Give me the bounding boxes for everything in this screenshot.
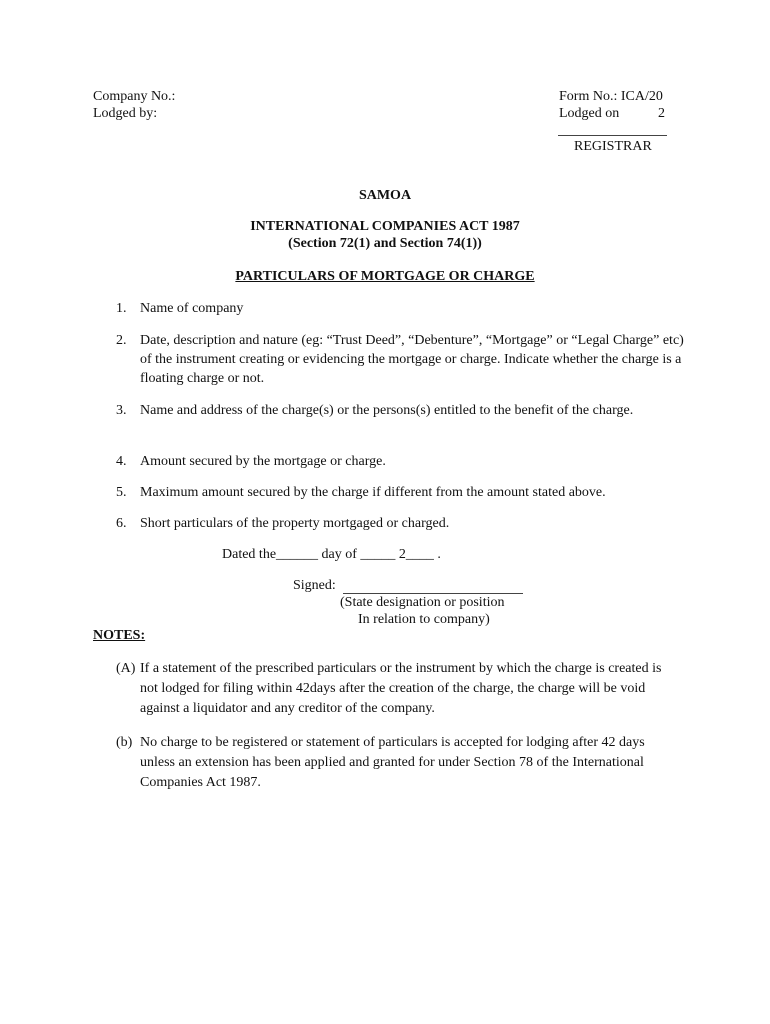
list-item-number: 2.: [116, 333, 127, 348]
list-item-number: 5.: [116, 485, 127, 500]
note-marker: (A): [116, 661, 136, 676]
list-item: Name and address of the charge(s) or the persons(s) entitled to the benefit of the charge.: [140, 403, 634, 418]
registrar-signature-line: [558, 135, 667, 136]
lodged-on-value: 2: [658, 106, 665, 121]
note-marker: (b): [116, 735, 133, 750]
list-item-number: 4.: [116, 454, 127, 469]
list-item: Maximum amount secured by the charge if different from the amount stated above.: [140, 485, 606, 500]
lodged-on-label: Lodged on: [559, 106, 620, 121]
form-number: Form No.: ICA/20: [559, 89, 663, 104]
sections-subtitle: (Section 72(1) and Section 74(1)): [288, 236, 482, 251]
list-item-number: 1.: [116, 301, 127, 316]
designation-line-1: (State designation or position: [340, 595, 505, 610]
company-no-label: Company No.:: [93, 89, 176, 104]
list-item: Date, description and nature (eg: “Trust Deed”, “Debenture”, “Mortgage” or “Legal Charge” etc) of the instrument creating or evidencing the mortgage or charge. Indicate whether the charge is a floating charge or not.: [140, 333, 684, 386]
lodged-by-label: Lodged by:: [93, 106, 158, 121]
notes-heading: NOTES:: [93, 628, 146, 643]
list-item: Name of company: [140, 301, 244, 316]
dated-line: Dated the______ day of _____ 2____ .: [222, 547, 441, 562]
country-title: SAMOA: [358, 188, 412, 203]
list-item-number: 3.: [116, 403, 127, 418]
list-item: Short particulars of the property mortgaged or charged.: [140, 516, 450, 531]
act-title: INTERNATIONAL COMPANIES ACT 1987: [250, 219, 520, 234]
form-title: PARTICULARS OF MORTGAGE OR CHARGE: [235, 269, 535, 284]
note-item: If a statement of the prescribed particulars or the instrument by which the charge is created is not lodged for filing within 42days after the creation of the charge, the charge will be void against a liquidator and any creditor of the company.: [140, 661, 662, 716]
registrar-label: REGISTRAR: [574, 139, 652, 154]
signed-label: Signed:: [293, 578, 336, 593]
designation-line-2: In relation to company): [358, 612, 490, 627]
note-item: No charge to be registered or statement of particulars is accepted for lodging after 42 days unless an extension has been applied and granted for under Section 78 of the International Companies Act 1987.: [140, 735, 645, 790]
list-item: Amount secured by the mortgage or charge.: [140, 454, 386, 469]
list-item-number: 6.: [116, 516, 127, 531]
